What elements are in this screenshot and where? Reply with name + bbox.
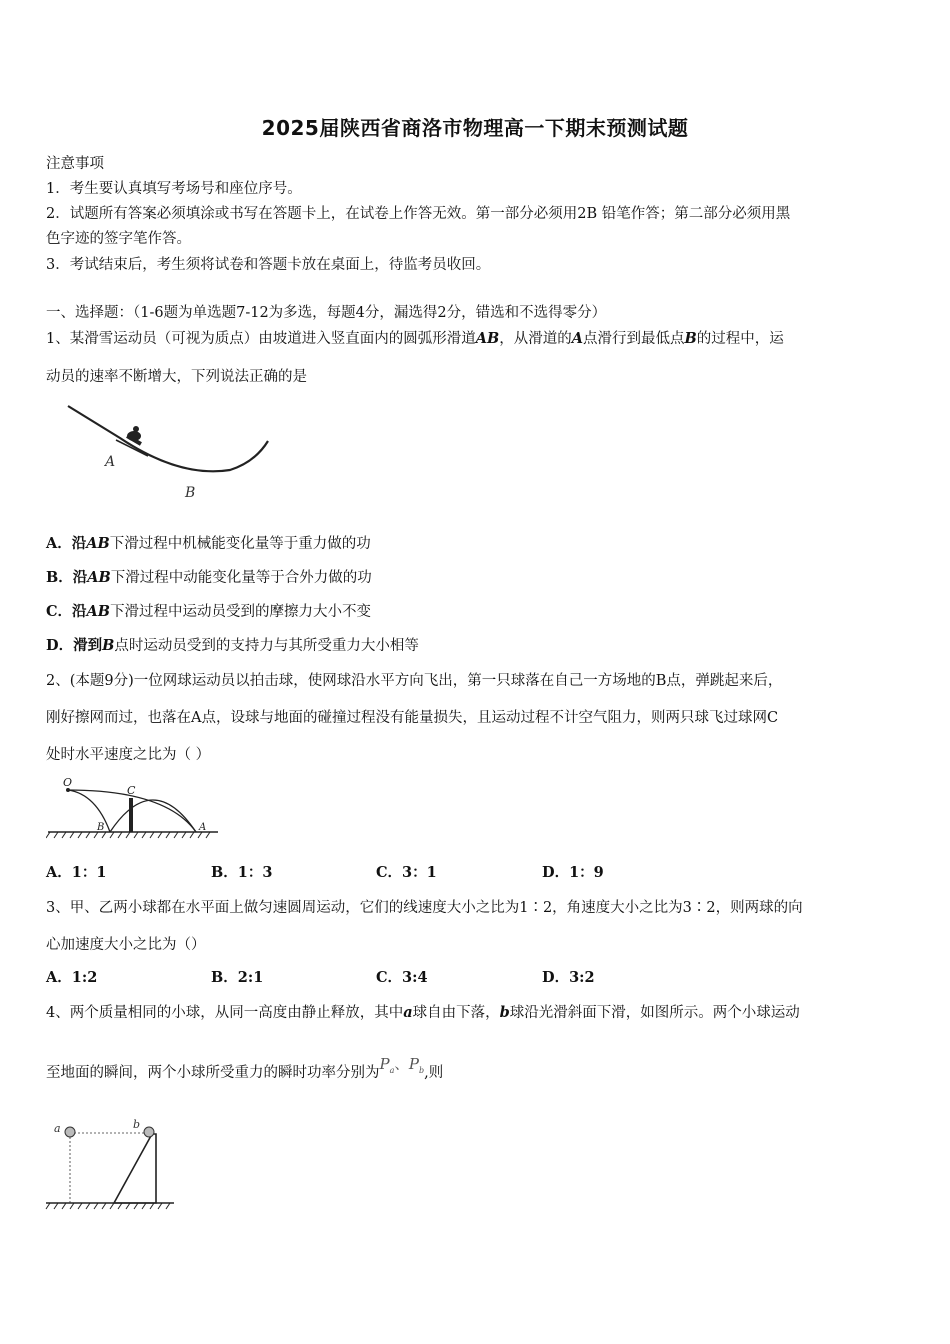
notice-item-1: 1．考生要认真填写考场号和座位序号。	[46, 181, 302, 197]
q1-option-a-key: A．沿	[46, 535, 87, 552]
q4-power-b	[409, 1055, 424, 1073]
q1-var-b: B	[684, 330, 697, 347]
q3-option-b[interactable]: B．2:1	[211, 969, 264, 986]
q4-fig-label-a: a	[54, 1122, 61, 1135]
q1-stem-line2: 动员的速率不断增大，下列说法正确的是	[46, 369, 307, 385]
q1-text-a: 1、某滑雪运动员（可视为质点）由坡道进入竖直面内的圆弧形滑道	[46, 331, 476, 347]
q1-option-d-var: B	[102, 637, 115, 654]
q1-slope-arc	[68, 406, 268, 471]
q4-power-a-letter: P	[379, 1055, 390, 1073]
q2-stem-line1: 2、(本题9分)一位网球运动员以拍击球，使网球沿水平方向飞出，第一只球落在自己一方场地的B点，弹跳起来后，	[46, 673, 783, 689]
q2-trajectory-bounce	[110, 800, 196, 832]
q4-text-c: 球沿光滑斜面下滑，如图所示。两个小球运动	[509, 1005, 800, 1021]
q1-option-a-text: 下滑过程中机械能变化量等于重力做的功	[109, 536, 371, 552]
q4-power-b-letter: P	[408, 1055, 419, 1073]
q4-power-b-sub: b	[418, 1066, 425, 1075]
q4-figure-incline	[44, 1114, 178, 1212]
q1-option-c-text: 下滑过程中运动员受到的摩擦力大小不变	[110, 604, 372, 620]
section-heading: 一、选择题：（1-6题为单选题7-12为多选，每题4分，漏选得2分，错选和不选得零分）	[46, 305, 607, 321]
q4-incline	[114, 1134, 156, 1203]
q4-text-line2: 至地面的瞬间，两个小球所受重力的瞬时功率分别为	[46, 1065, 380, 1081]
q2-ground-hatch	[46, 832, 210, 838]
notice-item-2-cont: 色字迹的签字笔作答。	[46, 231, 191, 247]
q3-option-c[interactable]: C．3:4	[376, 969, 428, 986]
q1-option-c-key: C．沿	[46, 603, 87, 620]
q1-option-d[interactable]	[46, 634, 419, 655]
q2-label-b: B	[97, 822, 105, 833]
notice-heading: 注意事项	[46, 156, 104, 172]
q2-option-b[interactable]: B．1：3	[211, 864, 273, 881]
q2-option-c[interactable]: C．3：1	[376, 864, 437, 881]
q3-option-d[interactable]: D．3:2	[542, 969, 595, 986]
q2-figure-tennis	[46, 772, 222, 840]
q3-stem-line2: 心加速度大小之比为（）	[46, 937, 206, 953]
q1-figure-track	[60, 398, 280, 506]
q4-ground-hatch	[46, 1203, 170, 1209]
q2-stem-line3: 处时水平速度之比为（ ）	[46, 747, 211, 763]
q2-label-c: C	[127, 784, 136, 797]
q4-ball-a	[65, 1127, 75, 1137]
q2-label-o: O	[63, 776, 73, 789]
q4-text-line2-end: ,则	[424, 1065, 444, 1081]
q1-option-b-var: AB	[87, 569, 111, 586]
q2-net-post	[129, 798, 133, 832]
q1-option-b-key: B．沿	[46, 569, 88, 586]
q1-option-a-var: AB	[86, 535, 110, 552]
q1-option-c[interactable]	[46, 600, 371, 621]
q1-var-a: A	[571, 330, 584, 347]
q1-option-c-var: AB	[86, 603, 111, 620]
q4-sep: 、	[394, 1057, 409, 1073]
q2-option-a[interactable]: A．1：1	[46, 864, 107, 881]
q1-var-ab: AB	[475, 330, 500, 347]
page-title: 2025届陕西省商洛市物理高一下期末预测试题	[261, 116, 689, 140]
q1-fig-label-a: A	[105, 454, 116, 470]
q4-text-b: 球自由下落，	[412, 1005, 500, 1021]
q3-option-a[interactable]: A．1:2	[46, 969, 98, 986]
notice-item-3: 3．考试结束后，考生须将试卷和答题卡放在桌面上，待监考员收回。	[46, 257, 491, 273]
q3-stem-line1: 3、甲、乙两小球都在水平面上做匀速圆周运动，它们的线速度大小之比为1∶2，角速度大小之比为3∶2，则两球的向	[46, 900, 803, 916]
q4-fig-label-b: b	[133, 1118, 141, 1131]
q4-var-a: a	[403, 1004, 413, 1021]
q1-option-b-text: 下滑过程中动能变化量等于合外力做的功	[110, 570, 372, 586]
q1-text-c: 点滑行到最低点	[583, 331, 685, 347]
q4-stem-line1	[46, 1001, 800, 1022]
q4-power-a-sub: a	[389, 1066, 395, 1075]
q1-option-b[interactable]	[46, 566, 372, 587]
q2-label-a: A	[199, 822, 207, 833]
q1-option-d-text: 点时运动员受到的支持力与其所受重力大小相等	[114, 638, 419, 654]
q4-ball-b	[144, 1127, 154, 1137]
q1-option-a[interactable]	[46, 532, 371, 553]
q4-text-a: 4、两个质量相同的小球，从同一高度由静止释放，其中	[46, 1005, 404, 1021]
q4-stem-line2	[46, 1055, 444, 1083]
q4-power-a	[380, 1055, 395, 1073]
q1-stem-line1	[46, 327, 784, 348]
q1-fig-label-b: B	[185, 485, 196, 501]
q2-stem-line2: 刚好擦网而过，也落在A点，设球与地面的碰撞过程没有能量损失，且运动过程不计空气阻力，则两只球飞过球网C	[46, 710, 779, 726]
q1-text-b: ，从滑道的	[499, 331, 572, 347]
q1-option-d-key: D．滑到	[46, 637, 103, 654]
q1-text-d: 的过程中，运	[696, 331, 784, 347]
q2-option-d[interactable]: D．1：9	[542, 864, 604, 881]
q4-var-b: b	[499, 1004, 510, 1021]
notice-item-2: 2．试题所有答案必须填涂或书写在答题卡上，在试卷上作答无效。第一部分必须用2B 铅笔作答；第二部分必须用黑	[46, 206, 791, 222]
